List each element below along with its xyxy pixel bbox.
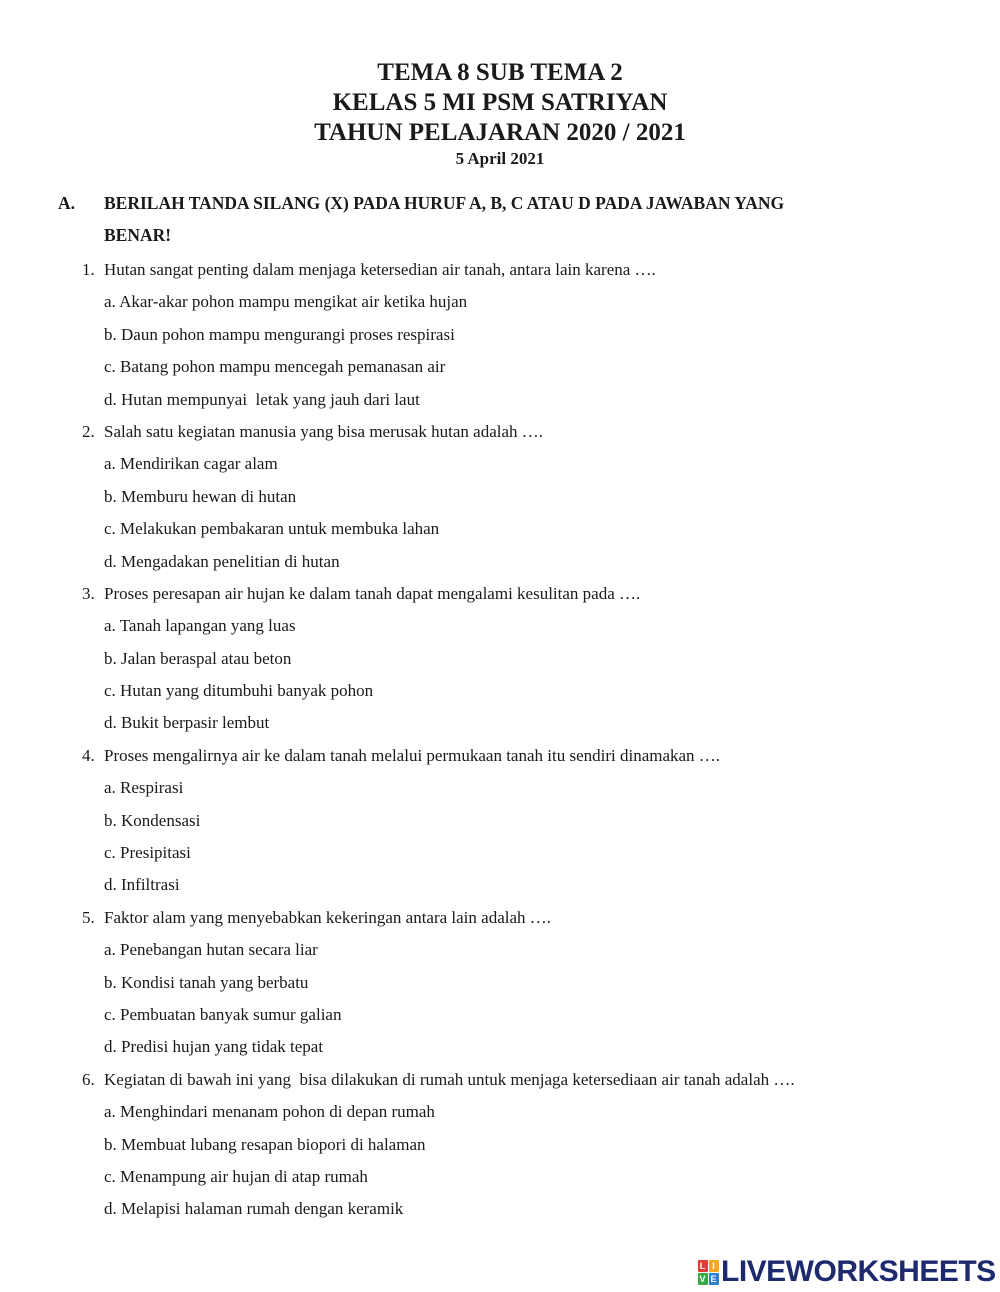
- section-instruction: [104, 187, 878, 251]
- question-1: [58, 254, 958, 416]
- header-title-line-2: KELAS 5 MI PSM SATRIYAN: [332, 89, 668, 116]
- logo-text: LIVEWORKSHEETS: [721, 1255, 996, 1288]
- answer-option-a[interactable]: a. Mendirikan cagar alam: [104, 454, 278, 474]
- question-text: Proses mengalirnya air ke dalam tanah melalui permukaan tanah itu sendiri dinamakan ….: [104, 745, 721, 765]
- question-5: [58, 902, 958, 1064]
- question-list: [58, 254, 958, 1226]
- question-number: 1.: [82, 260, 95, 279]
- question-text: Proses peresapan air hujan ke dalam tanah dapat mengalami kesulitan pada ….: [104, 583, 641, 603]
- answer-option-c[interactable]: c. Pembuatan banyak sumur galian: [104, 1004, 342, 1024]
- answer-option-c[interactable]: c. Menampung air hujan di atap rumah: [104, 1166, 368, 1186]
- liveworksheets-logo: [697, 1252, 996, 1292]
- answer-option-c[interactable]: c. Presipitasi: [104, 843, 191, 863]
- instruction-line-2: BENAR!: [104, 225, 172, 245]
- question-3: [58, 578, 958, 740]
- worksheet-header: [0, 58, 1000, 170]
- answer-option-b[interactable]: b. Kondensasi: [104, 810, 201, 830]
- logo-letter-v: V: [699, 1273, 706, 1284]
- logo-letter-i: I: [709, 1260, 719, 1272]
- header-date: 5 April 2021: [455, 149, 545, 168]
- answer-option-b[interactable]: b. Daun pohon mampu mengurangi proses respirasi: [104, 324, 455, 344]
- answer-option-c[interactable]: c. Melakukan pembakaran untuk membuka lahan: [104, 519, 440, 539]
- question-text: Hutan sangat penting dalam menjaga ketersedian air tanah, antara lain karena ….: [104, 260, 656, 279]
- logo-letter-l: L: [698, 1260, 708, 1272]
- answer-option-d[interactable]: d. Melapisi halaman rumah dengan keramik: [104, 1199, 404, 1219]
- answer-option-c[interactable]: c. Hutan yang ditumbuhi banyak pohon: [104, 681, 374, 701]
- answer-option-a[interactable]: a. Respirasi: [104, 778, 184, 798]
- header-title-line-3: TAHUN PELAJARAN 2020 / 2021: [314, 119, 686, 146]
- question-number: 2.: [82, 421, 95, 441]
- question-6: [58, 1064, 958, 1226]
- answer-option-a[interactable]: a. Akar-akar pohon mampu mengikat air ketika hujan: [104, 292, 468, 312]
- question-text: Kegiatan di bawah ini yang bisa dilakukan di rumah untuk menjaga ketersediaan air tanah adalah ….: [104, 1069, 795, 1089]
- section-a-instruction: [58, 187, 878, 251]
- answer-option-b[interactable]: b. Kondisi tanah yang berbatu: [104, 972, 309, 992]
- header-title-line-1: TEMA 8 SUB TEMA 2: [377, 59, 623, 86]
- instruction-line-1: BERILAH TANDA SILANG (X) PADA HURUF A, B, C ATAU D PADA JAWABAN YANG: [104, 193, 785, 213]
- answer-option-d[interactable]: d. Hutan mempunyai letak yang jauh dari laut: [104, 389, 420, 409]
- answer-option-d[interactable]: d. Mengadakan penelitian di hutan: [104, 551, 340, 571]
- answer-option-c[interactable]: c. Batang pohon mampu mencegah pemanasan air: [104, 357, 446, 377]
- answer-option-d[interactable]: d. Predisi hujan yang tidak tepat: [104, 1037, 324, 1057]
- answer-option-a[interactable]: a. Menghindari menanam pohon di depan rumah: [104, 1102, 435, 1122]
- logo-letter-e: E: [710, 1273, 717, 1284]
- question-text: Faktor alam yang menyebabkan kekeringan antara lain adalah ….: [104, 907, 552, 927]
- question-number: 6.: [82, 1069, 95, 1089]
- answer-option-b[interactable]: b. Jalan beraspal atau beton: [104, 648, 292, 668]
- question-text: Salah satu kegiatan manusia yang bisa merusak hutan adalah ….: [104, 421, 544, 441]
- answer-option-a[interactable]: a. Penebangan hutan secara liar: [104, 940, 318, 960]
- question-2: [58, 416, 958, 578]
- answer-option-a[interactable]: a. Tanah lapangan yang luas: [104, 616, 296, 636]
- question-number: 5.: [82, 907, 95, 927]
- question-number: 3.: [82, 583, 95, 603]
- section-letter: A.: [58, 193, 76, 213]
- answer-option-d[interactable]: d. Bukit berpasir lembut: [104, 713, 270, 733]
- answer-option-d[interactable]: d. Infiltrasi: [104, 875, 180, 895]
- answer-option-b[interactable]: b. Memburu hewan di hutan: [104, 486, 297, 506]
- answer-option-b[interactable]: b. Membuat lubang resapan biopori di halaman: [104, 1134, 426, 1154]
- question-number: 4.: [82, 745, 95, 765]
- liveworksheets-logo-icon: [697, 1259, 719, 1285]
- question-4: [58, 740, 958, 902]
